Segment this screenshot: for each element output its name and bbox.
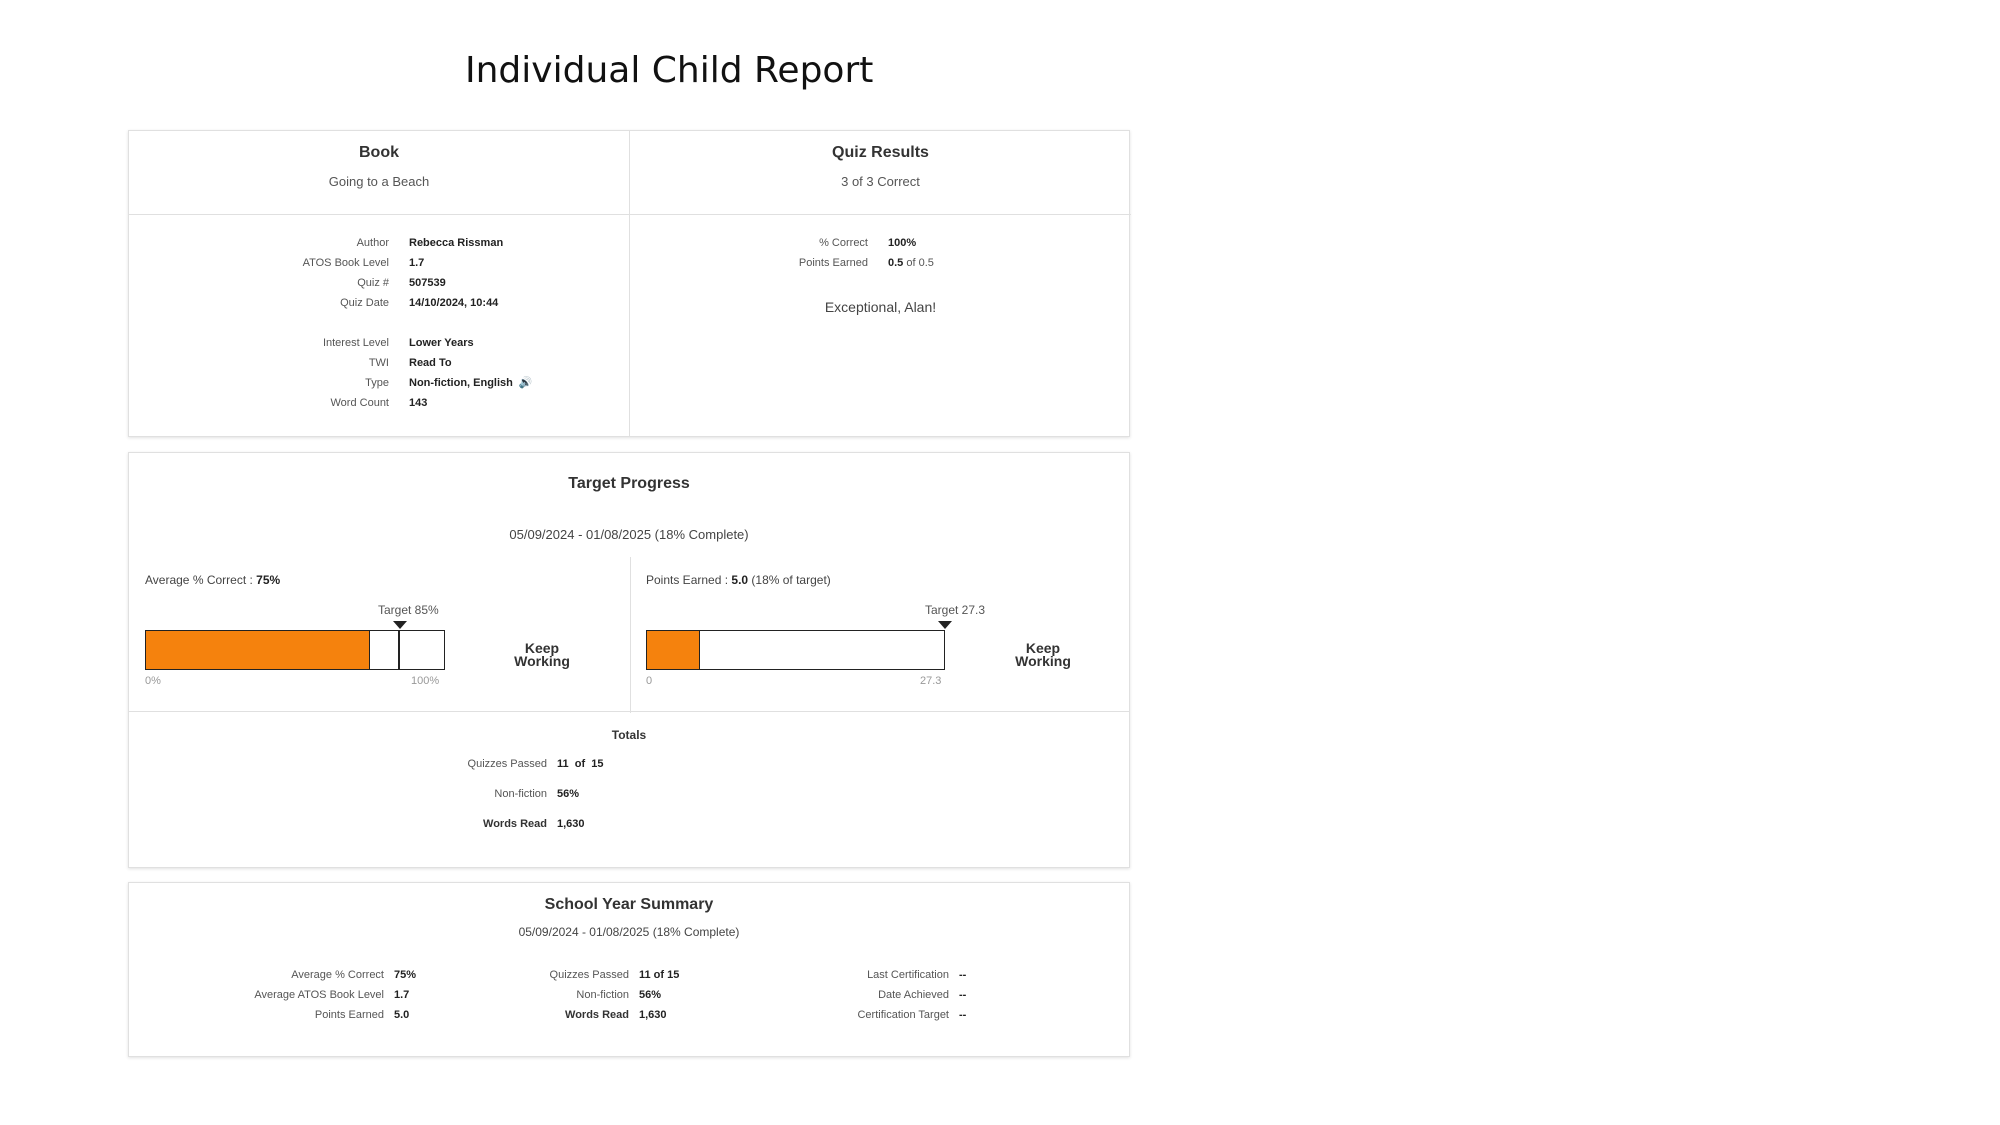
book-header	[129, 131, 629, 215]
totals-quizzes-row	[419, 749, 603, 779]
quiz-date-label: Quiz Date	[340, 297, 389, 309]
points-earned-value	[868, 253, 934, 273]
target-progress-heading: Target Progress	[568, 475, 690, 492]
totals-table	[419, 749, 603, 839]
summary-atos-value: 1.7	[394, 989, 410, 1001]
summary-row	[769, 1005, 966, 1025]
points-of: of 0.5	[906, 257, 934, 269]
interest-value: Lower Years	[409, 337, 474, 349]
points-value: 0.5	[888, 257, 904, 269]
type-label: Type	[365, 377, 389, 389]
author-label: Author	[356, 237, 389, 249]
detail-row-type	[279, 373, 533, 393]
avg-axis-min: 0%	[145, 675, 161, 687]
book-name: Going to a Beach	[328, 174, 430, 189]
totals-words-row	[419, 809, 603, 839]
avg-target-label: Target 85%	[378, 603, 439, 617]
points-target-label: Target 27.3	[925, 603, 986, 617]
summary-avg-correct-value: 75%	[394, 969, 417, 981]
type-text: Non-fiction, English	[409, 377, 513, 389]
summary-heading: School Year Summary	[544, 896, 714, 913]
totals-heading: Totals	[611, 728, 647, 742]
quiz-heading: Quiz Results	[832, 144, 929, 161]
quiz-number-label: Quiz #	[357, 277, 389, 289]
avg-correct-label	[145, 573, 280, 587]
avg-target-marker	[393, 621, 407, 629]
quiz-column	[630, 131, 1131, 436]
book-heading: Book	[359, 144, 399, 161]
detail-row-author	[279, 233, 533, 253]
summary-row	[189, 965, 416, 985]
points-target-marker	[938, 621, 952, 629]
summary-row	[189, 985, 416, 1005]
points-bar	[646, 630, 945, 670]
points-axis-max: 27.3	[920, 675, 942, 687]
quiz-header	[630, 131, 1131, 215]
summary-last-cert-label: Last Certification	[867, 969, 949, 981]
points-progress-label	[646, 573, 831, 587]
summary-nonfiction-value: 56%	[639, 989, 662, 1001]
summary-points-label: Points Earned	[314, 1009, 384, 1021]
book-column	[129, 131, 630, 436]
word-count-label: Word Count	[330, 397, 389, 409]
word-count-value: 143	[409, 397, 428, 409]
words-read-value: 1,630	[557, 818, 585, 830]
totals-nonfiction-row	[419, 779, 603, 809]
detail-row-twi	[279, 353, 533, 373]
quiz-number-value: 507539	[409, 277, 446, 289]
avg-axis-max: 100%	[411, 675, 440, 687]
summary-row	[489, 985, 679, 1005]
school-year-summary-card	[128, 882, 1130, 1057]
summary-points-value: 5.0	[394, 1009, 410, 1021]
twi-label: TWI	[368, 357, 389, 369]
detail-row-interest	[279, 333, 533, 353]
summary-cert-target-value: --	[959, 1009, 967, 1021]
summary-date-achieved-value: --	[959, 989, 967, 1001]
detail-row-quiz-number	[279, 273, 533, 293]
summary-row	[769, 965, 966, 985]
summary-cert-target-label: Certification Target	[857, 1009, 949, 1021]
atos-value: 1.7	[409, 257, 425, 269]
summary-nonfiction-label: Non-fiction	[576, 989, 629, 1001]
divider	[129, 711, 1129, 712]
speaker-icon[interactable]: 🔊	[518, 377, 533, 389]
target-progress-card	[128, 452, 1130, 868]
nonfiction-value: 56%	[557, 788, 580, 800]
summary-range: 05/09/2024 - 01/08/2025 (18% Complete)	[518, 925, 740, 939]
avg-status: Keep Working	[514, 640, 570, 669]
detail-row-quiz-date	[279, 293, 533, 313]
points-progress-value: 5.0	[731, 573, 749, 587]
summary-quizzes-value: 11 of 15	[639, 969, 680, 981]
summary-date-achieved-label: Date Achieved	[878, 989, 949, 1001]
avg-correct-text: Average % Correct :	[145, 573, 257, 587]
quiz-details	[758, 233, 934, 273]
quiz-summary: 3 of 3 Correct	[841, 174, 920, 189]
summary-col-2	[489, 965, 679, 1025]
percent-correct-row	[758, 233, 934, 253]
page-title: Individual Child Report	[465, 50, 874, 91]
quizzes-passed-value: 11 of 15	[557, 758, 604, 770]
points-bar-fill	[647, 631, 700, 669]
summary-col-1	[189, 965, 416, 1025]
avg-correct-value: 75%	[256, 573, 281, 587]
author-value: Rebecca Rissman	[409, 237, 504, 249]
quiz-message: Exceptional, Alan!	[824, 299, 937, 315]
points-progress-suffix: (18% of target)	[748, 573, 831, 587]
twi-value: Read To	[409, 357, 452, 369]
avg-target-tick	[398, 631, 400, 669]
target-progress-range: 05/09/2024 - 01/08/2025 (18% Complete)	[509, 527, 749, 542]
words-read-label: Words Read	[483, 818, 547, 830]
summary-row	[489, 965, 679, 985]
summary-row	[769, 985, 966, 1005]
book-quiz-card	[128, 130, 1130, 437]
summary-col-3	[769, 965, 966, 1025]
nonfiction-label: Non-fiction	[494, 788, 547, 800]
book-details	[279, 233, 533, 413]
points-progress-text: Points Earned :	[646, 573, 732, 587]
summary-row	[489, 1005, 679, 1025]
summary-words-value: 1,630	[639, 1009, 667, 1021]
quizzes-passed-label: Quizzes Passed	[467, 758, 547, 770]
atos-label: ATOS Book Level	[302, 257, 389, 269]
avg-correct-bar-fill	[146, 631, 370, 669]
percent-correct-value: 100%	[888, 237, 917, 249]
summary-row	[189, 1005, 416, 1025]
divider	[630, 557, 631, 713]
summary-quizzes-label: Quizzes Passed	[549, 969, 629, 981]
summary-words-label: Words Read	[565, 1009, 629, 1021]
points-earned-label: Points Earned	[798, 257, 868, 269]
detail-row-atos	[279, 253, 533, 273]
summary-last-cert-value: --	[959, 969, 967, 981]
avg-correct-bar	[145, 630, 445, 670]
percent-correct-label: % Correct	[819, 237, 868, 249]
detail-row-word-count	[279, 393, 533, 413]
points-earned-row	[758, 253, 934, 273]
summary-atos-label: Average ATOS Book Level	[254, 989, 384, 1001]
points-axis-min: 0	[646, 675, 653, 687]
quiz-date-value: 14/10/2024, 10:44	[409, 297, 499, 309]
interest-label: Interest Level	[322, 337, 389, 349]
points-status: Keep Working	[1015, 640, 1071, 669]
summary-avg-correct-label: Average % Correct	[291, 969, 384, 981]
type-value	[389, 373, 533, 393]
